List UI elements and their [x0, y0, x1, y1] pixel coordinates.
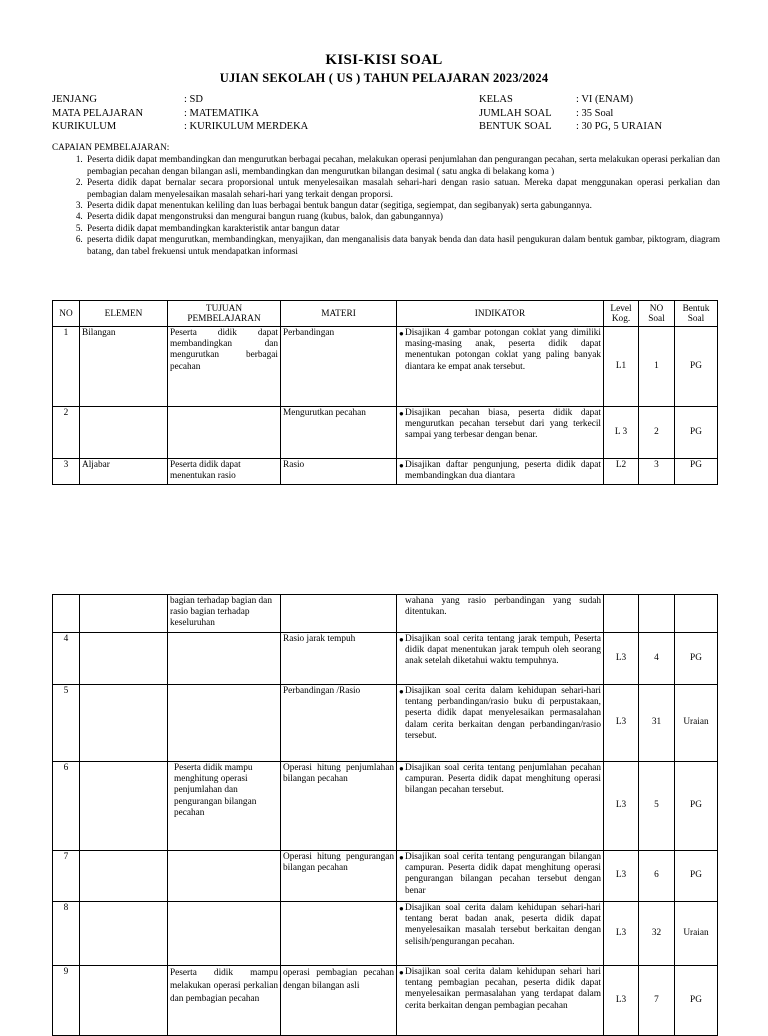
cell-materi: Operasi hitung penjumlahan bilangan pecahan [281, 762, 397, 851]
cell-indikator: ● Disajikan soal cerita tentang jarak tempuh, Peserta didik dapat menentukan jarak tempuh oleh seorang anak setelah diketahui waktu tempuhnya. [397, 633, 604, 685]
cell-level: L1 [604, 327, 639, 407]
cell-materi: Mengurutkan pecahan [281, 407, 397, 459]
capaian-item: 3. Peserta didik dapat menentukan keliling dan luas berbagai bentuk bangun datar (segitiga, segiempat, dan segibanyak) serta gabungannya. [85, 200, 720, 211]
info-value-kelas: : VI (ENAM) [576, 94, 633, 105]
capaian-item: 5. Peserta didik dapat membandingkan karakteristik antar bangun datar [85, 223, 720, 234]
cell-no-soal: 5 [639, 762, 675, 851]
cell-bentuk: Uraian [675, 685, 718, 762]
cell-elemen [80, 966, 168, 1036]
cell-materi: operasi pembagian pecahan dengan bilangan asli [281, 966, 397, 1036]
info-key-bentuk-soal: BENTUK SOAL [479, 121, 552, 132]
cell-no-soal: 3 [639, 459, 675, 485]
info-value-mapel: : MATEMATIKA [184, 107, 259, 119]
capaian-item: 2. Peserta didik dapat bernalar secara proporsional untuk menyelesaikan masalah sehari-hari dengan rasio satuan. Mereka dapat menggunakan operasi perkalian dan pembagian dalam menyelesaikan masalah sehari-hari yang terkait dengan proporsi. [85, 177, 720, 200]
header-bentuk: Bentuk Soal [675, 301, 718, 327]
cell-elemen [80, 851, 168, 902]
cell-no-soal: 4 [639, 633, 675, 685]
cell-indikator: ● Disajikan 4 gambar potongan coklat yang dimiliki masing-masing anak, peserta didik dapat menentukan potongan coklat yang paling banyak diantara ke empat anak tersebut. [397, 327, 604, 407]
header-no-soal: NO Soal [639, 301, 675, 327]
cell-no-soal: 7 [639, 966, 675, 1036]
table-row [53, 966, 718, 1036]
cell-no: 4 [53, 633, 80, 685]
cell-elemen [80, 633, 168, 685]
cell-no-soal: 6 [639, 851, 675, 902]
cell-no-soal: 31 [639, 685, 675, 762]
document-subtitle: UJIAN SEKOLAH ( US ) TAHUN PELAJARAN 2023/2024 [219, 71, 549, 85]
info-right [479, 93, 719, 135]
header-elemen: ELEMEN [80, 301, 168, 327]
header-indikator: INDIKATOR [397, 301, 604, 327]
cell-no: 6 [53, 762, 80, 851]
cell-indikator: ● Disajikan daftar pengunjung, peserta didik dapat membandingkan dua diantara [397, 459, 604, 485]
cell-elemen [80, 685, 168, 762]
cell-materi: Operasi hitung pengurangan bilangan pecahan [281, 851, 397, 902]
cell-no-soal: 1 [639, 327, 675, 407]
info-key-kelas: KELAS [479, 94, 513, 105]
capaian-item: 6. peserta didik dapat mengurutkan, membandingkan, menyajikan, dan menganalisis data banyak benda dan data hasil pengukuran dalam bentuk gambar, piktogram, diagram batang, dan tabel frekuensi untuk mendapatkan informasi [85, 234, 720, 257]
info-value-bentuk-soal: : 30 PG, 5 URAIAN [576, 121, 663, 132]
cell-tujuan [168, 902, 281, 966]
cell-elemen: Bilangan [80, 327, 168, 407]
cell-elemen [80, 407, 168, 459]
cell-no [53, 595, 80, 633]
cell-bentuk: PG [675, 633, 718, 685]
cell-indikator: ● Disajikan soal cerita dalam kehidupan sehari hari tentang pembagian pecahan, peserta didik dapat menyelesaikan permasalahan yang terdapat dalam cerita berkaitan dengan pembagian pecahan [397, 966, 604, 1036]
cell-tujuan [168, 633, 281, 685]
cell-indikator: ● Disajikan soal cerita tentang pengurangan bilangan campuran. Peserta didik dapat menghitung operasi pengurangan bilangan pecahan tersebut dengan benar [397, 851, 604, 902]
cell-bentuk: PG [675, 327, 718, 407]
info-key-kurikulum: KURIKULUM [52, 121, 117, 132]
bullet-icon: ● [399, 461, 404, 470]
info-key-mapel: MATA PELAJARAN [52, 107, 144, 119]
cell-level: L3 [604, 633, 639, 685]
table-row [53, 762, 718, 851]
cell-indikator: ● Disajikan soal cerita dalam kehidupan sehari-hari tentang perbandingan/rasio buku di perpustakaan, peserta didik dapat menyelesaikan permasalahan dalam cerita berkaitan dengan perbandingan/rasio tersebut. [397, 685, 604, 762]
info-value-kurikulum: : KURIKULUM MERDEKA [184, 121, 309, 132]
bullet-icon: ● [399, 904, 404, 913]
cell-tujuan: Peserta didik mampu menghitung operasi penjumlahan dan pengurangan bilangan pecahan [168, 762, 281, 851]
bullet-icon: ● [399, 687, 404, 696]
header-tujuan: TUJUAN PEMBELAJARAN [168, 301, 281, 327]
cell-materi: Rasio [281, 459, 397, 485]
cell-level: L3 [604, 762, 639, 851]
cell-level: L3 [604, 851, 639, 902]
cell-materi: Rasio jarak tempuh [281, 633, 397, 685]
cell-indikator: ● Disajikan soal cerita tentang penjumlahan pecahan campuran. Peserta didik dapat menghitung operasi bilangan pecahan tersebut. [397, 762, 604, 851]
cell-bentuk: PG [675, 966, 718, 1036]
cell-materi [281, 902, 397, 966]
cell-tujuan: bagian terhadap bagian dan rasio bagian terhadap keseluruhan [168, 595, 281, 633]
cell-level: L3 [604, 902, 639, 966]
header-level: Level Kog. [604, 301, 639, 327]
cell-tujuan [168, 685, 281, 762]
cell-tujuan: Peserta didik dapat membandingkan dan mengurutkan berbagai pecahan [168, 327, 281, 407]
info-key-jenjang: JENJANG [52, 94, 97, 105]
cell-bentuk: PG [675, 851, 718, 902]
cell-bentuk: PG [675, 459, 718, 485]
info-value-jumlah-soal: : 35 Soal [576, 107, 614, 119]
capaian-item: 1. Peserta didik dapat membandingkan dan mengurutkan berbagai pecahan, melakukan operasi penjumlahan dan pengurangan pecahan, serta melakukan operasi perkalian dan pembagian pecahan dengan bilangan asli, membandingkan dan mengurutkan bilangan desimal ( satu angka di belakang koma ) [85, 154, 720, 177]
cell-no: 9 [53, 966, 80, 1036]
cell-bentuk: PG [675, 762, 718, 851]
info-value-jenjang: : SD [184, 94, 203, 105]
cell-no: 7 [53, 851, 80, 902]
table-row [53, 595, 718, 633]
cell-level [604, 595, 639, 633]
cell-indikator: ● Disajikan soal cerita dalam kehidupan sehari-hari tentang berat badan anak, peserta didik dapat menyelesaikan masalah tersebut berkaitan dengan selisih/pengurangan pecahan. [397, 902, 604, 966]
capaian-item: 4. Peserta didik dapat mengonstruksi dan mengurai bangun ruang (kubus, balok, dan gabungannya) [85, 211, 720, 222]
cell-elemen: Aljabar [80, 459, 168, 485]
document-title: KISI-KISI SOAL [325, 52, 443, 68]
cell-level: L2 [604, 459, 639, 485]
bullet-icon: ● [399, 968, 404, 977]
header-materi: MATERI [281, 301, 397, 327]
cell-no-soal: 2 [639, 407, 675, 459]
capaian-list [52, 154, 720, 257]
cell-level: L 3 [604, 407, 639, 459]
cell-level: L3 [604, 685, 639, 762]
cell-elemen [80, 762, 168, 851]
table-row [53, 851, 718, 902]
cell-materi: Perbandingan /Rasio [281, 685, 397, 762]
cell-materi: Perbandingan [281, 327, 397, 407]
kisi-kisi-table-page1 [52, 300, 718, 485]
table-row [53, 407, 718, 459]
cell-bentuk: Uraian [675, 902, 718, 966]
cell-bentuk [675, 595, 718, 633]
bullet-icon: ● [399, 409, 404, 418]
cell-no: 5 [53, 685, 80, 762]
kisi-kisi-table-page2 [52, 594, 718, 1036]
capaian-heading: CAPAIAN PEMBELAJARAN: [52, 142, 170, 152]
cell-no: 3 [53, 459, 80, 485]
bullet-icon: ● [399, 329, 404, 338]
cell-tujuan: Peserta didik dapat menentukan rasio [168, 459, 281, 485]
capaian-section [52, 142, 720, 257]
cell-indikator: ● Disajikan pecahan biasa, peserta didik dapat mengurutkan pecahan tersebut dari yang terkecil sampai yang terbesar dengan benar. [397, 407, 604, 459]
cell-tujuan [168, 851, 281, 902]
table-row [53, 633, 718, 685]
cell-materi [281, 595, 397, 633]
info-left [52, 93, 382, 135]
cell-bentuk: PG [675, 407, 718, 459]
cell-elemen [80, 902, 168, 966]
cell-no: 8 [53, 902, 80, 966]
bullet-icon: ● [399, 853, 404, 862]
bullet-icon: ● [399, 635, 404, 644]
table-row [53, 902, 718, 966]
cell-no-soal [639, 595, 675, 633]
cell-indikator: wahana yang rasio perbandingan yang sudah ditentukan. [397, 595, 604, 633]
cell-level: L3 [604, 966, 639, 1036]
info-key-jumlah-soal: JUMLAH SOAL [479, 107, 552, 119]
table-row [53, 327, 718, 407]
cell-no-soal: 32 [639, 902, 675, 966]
header-no: NO [53, 301, 80, 327]
cell-elemen [80, 595, 168, 633]
table-row [53, 685, 718, 762]
cell-tujuan: Peserta didik mampu melakukan operasi perkalian dan pembagian pecahan [168, 966, 281, 1036]
cell-tujuan [168, 407, 281, 459]
table-row [53, 459, 718, 485]
cell-no: 2 [53, 407, 80, 459]
bullet-icon: ● [399, 764, 404, 773]
cell-no: 1 [53, 327, 80, 407]
